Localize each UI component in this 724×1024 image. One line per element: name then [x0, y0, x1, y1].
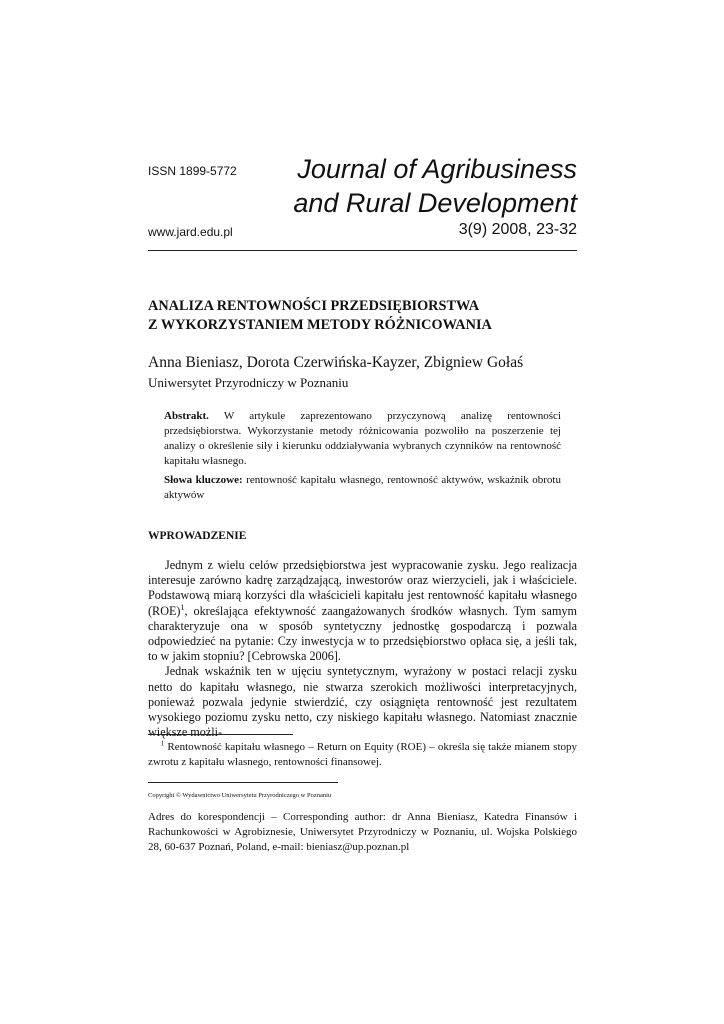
title-line1: ANALIZA RENTOWNOŚCI PRZEDSIĘBIORSTWA	[148, 298, 480, 314]
keywords-label: Słowa kluczowe:	[164, 474, 243, 486]
authors: Anna Bieniasz, Dorota Czerwińska-Kayzer, Zbigniew Gołaś	[148, 354, 524, 371]
header-rule	[148, 250, 577, 251]
footnote	[148, 740, 577, 770]
keywords-text: rentowność kapitału własnego, rentowność aktywów, wskaźnik obrotu aktywów	[164, 474, 561, 501]
footnote-ref[interactable]: 1	[180, 602, 185, 612]
copyright-rule	[148, 782, 338, 783]
footnote-rule	[148, 734, 293, 735]
title-line2: Z WYKORZYSTANIEM METODY RÓŻNICOWANIA	[148, 317, 492, 333]
paragraph-2: Jednak wskaźnik ten w ujęciu syntetycznym, wyrażony w postaci relacji zysku netto do kapitału własnego, nie stwarza szerokich możliwości interpretacyjnych, ponieważ pozwala jedynie stwierdzić, czy osiągnięta rentowność jest rezultatem wysokiego poziomu zysku netto, czy niskiego kapitału własnego. Natomiast znacznie większe możli-	[148, 664, 577, 740]
abstract-label: Abstrakt.	[164, 410, 209, 422]
abstract	[164, 409, 561, 469]
footnote-text: Rentowność kapitału własnego – Return on Equity (ROE) – określa się także mianem stopy zwrotu z kapitału własnego, rentowności finansowej.	[148, 741, 577, 768]
correspondence: Adres do korespondencji – Corresponding author: dr Anna Bieniasz, Katedra Finansów i Rachunkowości w Agrobiznesie, Uniwersytet Przyrodniczy w Poznaniu, ul. Wojska Polskiego 28, 60-637 Poznań, Poland, e-mail: bieniasz@up.poznan.pl	[148, 811, 577, 853]
affiliation: Uniwersytet Przyrodniczy w Poznaniu	[148, 375, 349, 390]
paragraph-1-part-a: Jednym z wielu celów przedsiębiorstwa jest wypracowanie zysku. Jego realizacja interesuje zarówno kadrę zarządzającą, inwestorów oraz wierzycieli, jak i właściciele. Podstawową miarą korzyści dla właścicieli kapitału jest rentowność kapitału własnego (ROE)	[148, 558, 577, 618]
keywords	[164, 473, 561, 503]
journal-url[interactable]: www.jard.edu.pl	[148, 225, 233, 239]
footnote-marker: 1	[160, 739, 165, 748]
volume-pages: 3(9) 2008, 23-32	[458, 221, 577, 238]
paragraph-1-part-b: , określająca efektywność zaangażowanych środków własnych. Tym samym charakteryzuje ona w sposób syntetyczny jednostkę gospodarczą i pozwala odpowiedzieć na pytanie: Czy inwestycja w to przedsiębiorstwo opłaca się, a jeśli tak, to w jakim stopniu? [Cebrowska 2006].	[148, 603, 577, 664]
journal-title-line2: and Rural Development	[293, 188, 577, 218]
abstract-text: W artykule zaprezentowano przyczynową analizę rentowności przedsiębiorstwa. Wykorzystanie metody różnicowania pozwoliło na poszerzenie tej analizy o określenie siły i kierunku oddziaływania wybranych czynników na rentowność kapitału własnego.	[164, 410, 561, 467]
journal-title	[293, 152, 577, 220]
journal-title-line1: Journal of Agribusiness	[297, 154, 577, 184]
copyright: Copyright © Wydawnictwo Uniwersytetu Przyrodniczego w Poznaniu	[148, 792, 332, 799]
paragraph-1	[148, 558, 577, 664]
section-heading: WPROWADZENIE	[148, 530, 247, 542]
article-title	[148, 297, 588, 335]
issn: ISSN 1899-5772	[148, 164, 237, 178]
body-text	[148, 558, 577, 740]
